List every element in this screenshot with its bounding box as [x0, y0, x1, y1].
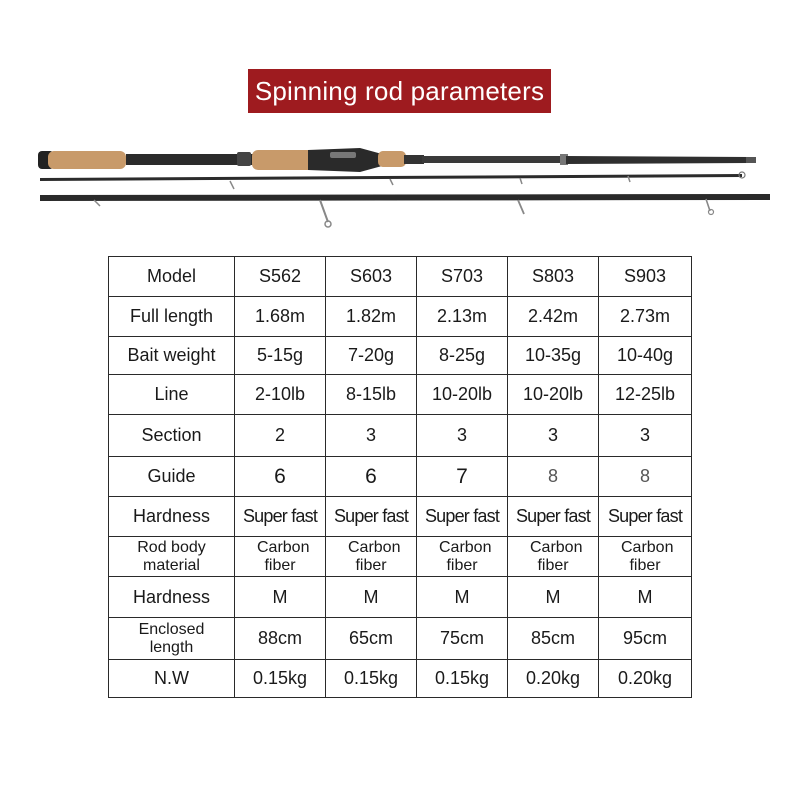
table-cell: 75cm	[417, 618, 508, 660]
table-cell: 8-15lb	[326, 375, 417, 415]
table-cell: 3	[417, 415, 508, 457]
table-cell: 8	[508, 457, 599, 497]
table-cell: 2.42m	[508, 297, 599, 337]
row-label: Bait weight	[109, 337, 235, 375]
table-cell: M	[599, 577, 692, 618]
table-row-line	[109, 375, 692, 415]
table-cell: 7	[417, 457, 508, 497]
table-cell: 2-10lb	[235, 375, 326, 415]
table-cell: 3	[599, 415, 692, 457]
table-cell: M	[417, 577, 508, 618]
parameters-table	[108, 256, 692, 698]
table-cell: 5-15g	[235, 337, 326, 375]
table-cell: 10-20lb	[508, 375, 599, 415]
table-cell: Carbon fiber	[417, 537, 508, 577]
table-cell: 0.15kg	[326, 660, 417, 698]
table-cell: 8	[599, 457, 692, 497]
table-cell: Super fast	[417, 497, 508, 537]
table-row-full-length	[109, 297, 692, 337]
table-cell: Super fast	[326, 497, 417, 537]
title-banner	[248, 69, 551, 113]
table-cell: 1.68m	[235, 297, 326, 337]
row-label: Line	[109, 375, 235, 415]
fishing-rod-image	[30, 138, 775, 238]
table-cell: 0.20kg	[508, 660, 599, 698]
table-row-guide	[109, 457, 692, 497]
table-cell: 95cm	[599, 618, 692, 660]
table-cell: 1.82m	[326, 297, 417, 337]
table-cell: M	[508, 577, 599, 618]
table-row-enclosed-length	[109, 618, 692, 660]
table-row-net-weight	[109, 660, 692, 698]
table-cell: 8-25g	[417, 337, 508, 375]
row-label: N.W	[109, 660, 235, 698]
table-cell: 0.15kg	[235, 660, 326, 698]
table-cell: 6	[235, 457, 326, 497]
table-cell: 2.73m	[599, 297, 692, 337]
table-cell: 3	[326, 415, 417, 457]
table-header-cell: S603	[326, 257, 417, 297]
page-title: Spinning rod parameters	[254, 75, 545, 106]
table-cell: 88cm	[235, 618, 326, 660]
table-cell: 10-40g	[599, 337, 692, 375]
table-cell: 0.15kg	[417, 660, 508, 698]
table-cell: 3	[508, 415, 599, 457]
table-cell: M	[326, 577, 417, 618]
table-row-bait-weight	[109, 337, 692, 375]
table-cell: 0.20kg	[599, 660, 692, 698]
table-cell: Carbon fiber	[599, 537, 692, 577]
row-label: Enclosed length	[109, 618, 235, 660]
table-cell: 10-20lb	[417, 375, 508, 415]
table-cell: 6	[326, 457, 417, 497]
row-label: Section	[109, 415, 235, 457]
table-cell: 7-20g	[326, 337, 417, 375]
table-header-cell: S562	[235, 257, 326, 297]
table-cell: Carbon fiber	[235, 537, 326, 577]
table-cell: Super fast	[599, 497, 692, 537]
table-row-hardness-grade	[109, 577, 692, 618]
row-label: Hardness	[109, 497, 235, 537]
table-row-rod-body-material	[109, 537, 692, 577]
table-cell: Super fast	[235, 497, 326, 537]
rod-mid-section	[40, 194, 770, 227]
table-row-section	[109, 415, 692, 457]
rod-butt-section	[38, 148, 756, 172]
row-label: Rod body material	[109, 537, 235, 577]
rod-tip-section	[40, 172, 745, 189]
table-cell: M	[235, 577, 326, 618]
table-cell: Carbon fiber	[508, 537, 599, 577]
table-cell: 2.13m	[417, 297, 508, 337]
table-header-cell: S903	[599, 257, 692, 297]
table-cell: Carbon fiber	[326, 537, 417, 577]
row-label: Full length	[109, 297, 235, 337]
table-cell: 10-35g	[508, 337, 599, 375]
table-header-row	[109, 257, 692, 297]
table-cell: 85cm	[508, 618, 599, 660]
table-cell: 2	[235, 415, 326, 457]
table-cell: 65cm	[326, 618, 417, 660]
row-label: Hardness	[109, 577, 235, 618]
table-header-cell: S703	[417, 257, 508, 297]
table-header-cell: Model	[109, 257, 235, 297]
table-cell: 12-25lb	[599, 375, 692, 415]
table-cell: Super fast	[508, 497, 599, 537]
table-header-cell: S803	[508, 257, 599, 297]
row-label: Guide	[109, 457, 235, 497]
table-row-hardness	[109, 497, 692, 537]
